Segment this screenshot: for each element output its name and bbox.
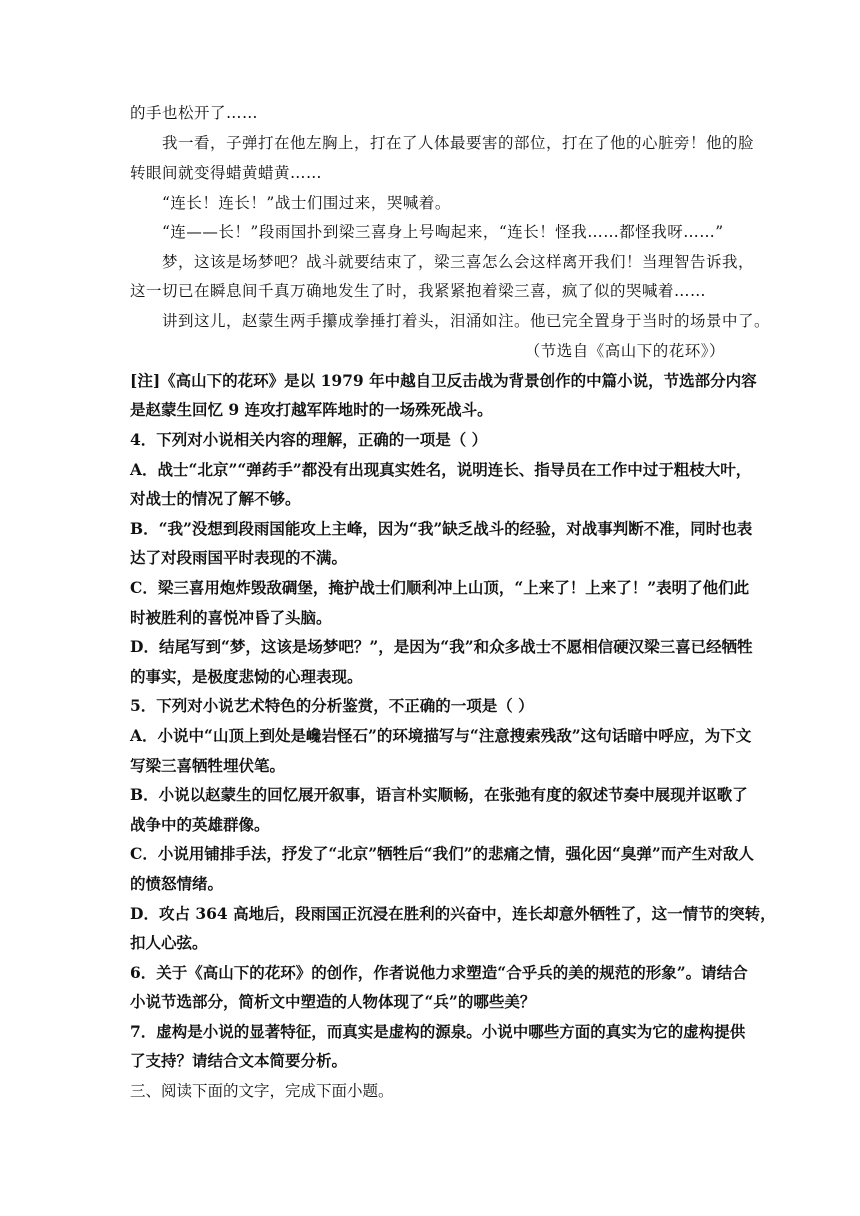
- section-heading: 三、阅读下面的文字，完成下面小题。: [130, 1082, 394, 1100]
- note-line: [注]《高山下的花环》是以 1979 年中越自卫反击战为背景创作的中篇小说，节选部分内容: [130, 371, 757, 390]
- story-line: 转眼间就变得蜡黄蜡黄……: [130, 164, 323, 182]
- option-5b: B．小说以赵蒙生的回忆展开叙事，语言朴实顺畅，在张弛有度的叙述节奏中展现并讴歌了: [130, 785, 748, 804]
- option-5d-cont: 扣人心弦。: [130, 933, 208, 952]
- option-4b: B．“我”没想到段雨国能攻上主峰，因为“我”缺乏战斗的经验，对战事判断不准，同时也表: [130, 519, 753, 538]
- option-5c-cont: 的愤怒情绪。: [130, 874, 224, 893]
- option-5a-cont: 写梁三喜牺牲埋伏笔。: [130, 756, 286, 775]
- question-7-cont: 了支持？请结合文本简要分析。: [130, 1051, 348, 1070]
- story-line: “连——长！”段雨国扑到梁三喜身上号啕起来，“连长！怪我……都怪我呀……”: [162, 223, 724, 241]
- option-4c-cont: 时被胜利的喜悦冲昏了头脑。: [130, 608, 332, 627]
- option-5a: A．小说中“山顶上到处是巉岩怪石”的环境描写与“注意搜索残敌”这句话暗中呼应，为下文: [130, 726, 752, 745]
- option-4a-cont: 对战士的情况了解不够。: [130, 489, 301, 508]
- question-6-cont: 小说节选部分，简析文中塑造的人物体现了“兵”的哪些美？: [130, 992, 536, 1011]
- option-4a: A．战士“北京”“弹药手”都没有出现真实姓名，说明连长、指导员在工作中过于粗枝大叶，: [130, 460, 752, 479]
- question-5: 5．下列对小说艺术特色的分析鉴赏，不正确的一项是（ ）: [130, 696, 534, 715]
- option-4d: D．结尾写到“梦，这该是场梦吧？”，是因为“我”和众多战士不愿相信硬汉梁三喜已经牺牲: [130, 637, 753, 656]
- story-line: 梦，这该是场梦吧？战斗就要结束了，梁三喜怎么会这样离开我们！当理智告诉我，: [162, 253, 755, 271]
- source-citation: （节选自《高山下的花环》）: [524, 342, 725, 360]
- story-line: “连长！连长！”战士们围过来，哭喊着。: [162, 194, 451, 212]
- story-line: 我一看，子弹打在他左胸上，打在了人体最要害的部位，打在了他的心脏旁！他的脸: [162, 134, 755, 152]
- question-6: 6．关于《高山下的花环》的创作，作者说他力求塑造“合乎兵的美的规范的形象”。请结合: [130, 963, 748, 982]
- option-4d-cont: 的事实，是极度悲恸的心理表现。: [130, 667, 363, 686]
- story-line: 这一切已在瞬息间千真万确地发生了时，我紧紧抱着梁三喜，疯了似的哭喊着……: [130, 282, 707, 300]
- option-5b-cont: 战争中的英雄群像。: [130, 815, 270, 834]
- option-5d: D．攻占 364 高地后，段雨国正沉浸在胜利的兴奋中，连长却意外牺牲了，这一情节的突转，: [130, 904, 776, 923]
- option-4b-cont: 达了对段雨国平时表现的不满。: [130, 548, 348, 567]
- question-4: 4．下列对小说相关内容的理解，正确的一项是（ ）: [130, 430, 488, 449]
- option-5c: C．小说用铺排手法，抒发了“北京”牺牲后“我们”的悲痛之情，强化因“臭弹”而产生对敌人: [130, 844, 754, 863]
- question-7: 7．虚构是小说的显著特征，而真实是虚构的源泉。小说中哪些方面的真实为它的虚构提供: [130, 1022, 746, 1041]
- story-line: 的手也松开了……: [130, 104, 259, 122]
- option-4c: C．梁三喜用炮炸毁敌碉堡，掩护战士们顺利冲上山顶，“上来了！上来了！”表明了他们此: [130, 578, 750, 597]
- story-line: 讲到这儿，赵蒙生两手攥成拳捶打着头，泪涌如注。他已完全置身于当时的场景中了。: [162, 312, 771, 330]
- note-line: 是赵蒙生回忆 9 连攻打越军阵地时的一场殊死战斗。: [130, 400, 493, 419]
